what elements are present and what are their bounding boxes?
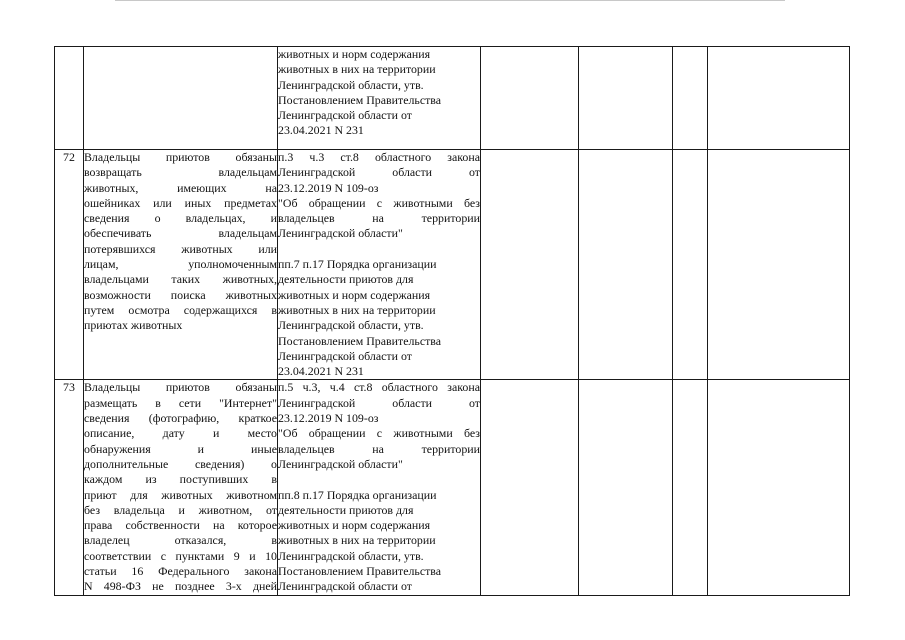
empty-cell <box>579 380 673 595</box>
legal-basis-text-line: Постановлением Правительства <box>278 564 442 579</box>
legal-basis-text-line: Ленинградской области" <box>278 456 403 471</box>
requirements-table <box>54 46 850 596</box>
requirement-text-line: Владельцы приютов обязаны <box>84 150 277 164</box>
requirement-text-line: описание, дату и место <box>84 426 277 441</box>
requirement-text-line: соответствии с пунктами 9 и 10 <box>84 548 277 563</box>
requirement-text-line: возможности поиска животных <box>84 287 277 302</box>
legal-basis-text-line: Ленинградской области от <box>278 108 412 123</box>
legal-basis-text-line: 23.12.2019 N 109-оз <box>278 411 379 426</box>
legal-basis-text-line: Ленинградской области, утв. <box>278 77 424 92</box>
empty-cell <box>708 380 850 595</box>
requirement-text-line: размещать в сети "Интернет" <box>84 395 277 410</box>
legal-basis-cell <box>278 380 481 595</box>
paragraph-gap <box>278 242 480 257</box>
legal-basis-cell <box>278 47 481 150</box>
legal-basis-text-line: владельцев на территории <box>278 211 480 226</box>
table-row-continued <box>55 47 850 150</box>
legal-basis-text-line: владельцев на территории <box>278 441 480 456</box>
empty-cell <box>579 47 673 150</box>
empty-cell <box>708 47 850 150</box>
table-row-73 <box>55 380 850 595</box>
legal-basis-text-line: животных в них на территории <box>278 302 436 317</box>
legal-basis-text-line: животных в них на территории <box>278 62 436 77</box>
legal-basis-text-line: деятельности приютов для <box>278 502 414 517</box>
requirement-text-line: сведения (фотографию, краткое <box>84 411 277 426</box>
row-number-cell <box>55 380 84 595</box>
requirement-cell <box>84 380 278 595</box>
requirement-text-line: статьи 16 Федерального закона <box>84 564 277 579</box>
empty-cell <box>708 150 850 380</box>
empty-cell <box>481 150 579 380</box>
legal-basis-text-line: Ленинградской области от <box>278 165 480 180</box>
requirement-text-line: животных, имеющих на <box>84 180 277 195</box>
legal-basis-text-line: деятельности приютов для <box>278 272 414 287</box>
table-row-72 <box>55 150 850 380</box>
legal-basis-cell <box>278 150 481 380</box>
legal-basis-text-line: Ленинградской области от <box>278 348 412 363</box>
legal-basis-text-line: пп.8 п.17 Порядка организации <box>278 487 437 502</box>
empty-cell <box>673 150 708 380</box>
legal-basis-text-line: п.3 ч.3 ст.8 областного закона <box>278 150 480 164</box>
legal-basis-text-line: 23.04.2021 N 231 <box>278 364 364 379</box>
requirement-text-line: обеспечивать владельцам <box>84 226 277 241</box>
legal-basis-text-line: Ленинградской области, утв. <box>278 548 424 563</box>
legal-basis-text-line: п.5 ч.3, ч.4 ст.8 областного закона <box>278 380 480 395</box>
empty-cell <box>673 380 708 595</box>
requirement-text-line: дополнительные сведения) о <box>84 456 277 471</box>
requirement-text-line: Владельцы приютов обязаны <box>84 380 277 395</box>
empty-cell <box>673 47 708 150</box>
requirement-text-line: каждом из поступивших в <box>84 472 277 487</box>
requirement-cell <box>84 47 278 150</box>
requirement-text-line: возвращать владельцам <box>84 165 277 180</box>
empty-cell <box>481 47 579 150</box>
legal-basis-text-line: "Об обращении с животными без <box>278 426 480 441</box>
legal-basis-text-line: Ленинградской области от <box>278 579 412 594</box>
requirement-text-line: приютах животных <box>84 318 183 333</box>
empty-cell <box>579 150 673 380</box>
scan-top-edge-line <box>115 0 785 1</box>
requirement-text-line: приют для животных животном <box>84 487 277 502</box>
empty-cell <box>481 380 579 595</box>
requirement-text-line: права собственности на которое <box>84 518 277 533</box>
legal-basis-text-line: Ленинградской области" <box>278 226 403 241</box>
row-number-cell <box>55 150 84 380</box>
legal-basis-text-line: 23.04.2021 N 231 <box>278 123 364 138</box>
requirement-text-line: потерявшихся животных или <box>84 241 277 256</box>
requirement-text-line: владельцами таких животных, <box>84 272 277 287</box>
requirement-text-line: лицам, уполномоченным <box>84 257 277 272</box>
legal-basis-text-line: 23.12.2019 N 109-оз <box>278 180 379 195</box>
legal-basis-text-line: животных и норм содержания <box>278 287 431 302</box>
requirement-text-line: владелец отказался, в <box>84 533 277 548</box>
requirement-text-line: обнаружения и иные <box>84 441 277 456</box>
requirement-text-line: без владельца и животном, от <box>84 502 277 517</box>
legal-basis-text-line: Постановлением Правительства <box>278 333 442 348</box>
row-number: 72 <box>63 150 75 164</box>
row-number-cell <box>55 47 84 150</box>
requirement-text-line: сведения о владельцах, и <box>84 211 277 226</box>
legal-basis-text-line: пп.7 п.17 Порядка организации <box>278 257 437 272</box>
legal-basis-text-line: Постановлением Правительства <box>278 92 442 107</box>
legal-basis-text-line: Ленинградской области, утв. <box>278 318 424 333</box>
legal-basis-text-line: животных и норм содержания <box>278 518 431 533</box>
requirement-text-line: путем осмотра содержащихся в <box>84 302 277 317</box>
requirement-cell <box>84 150 278 380</box>
row-number: 73 <box>63 380 75 395</box>
requirement-text-line: ошейниках или иных предметах <box>84 195 277 210</box>
legal-basis-text-line: "Об обращении с животными без <box>278 195 480 210</box>
paragraph-gap <box>278 472 480 487</box>
legal-basis-text-line: Ленинградской области от <box>278 395 480 410</box>
legal-basis-text-line: животных в них на территории <box>278 533 436 548</box>
requirement-text-line: N 498-ФЗ не позднее 3-х дней <box>84 579 277 594</box>
legal-basis-text-line: животных и норм содержания <box>278 47 431 61</box>
